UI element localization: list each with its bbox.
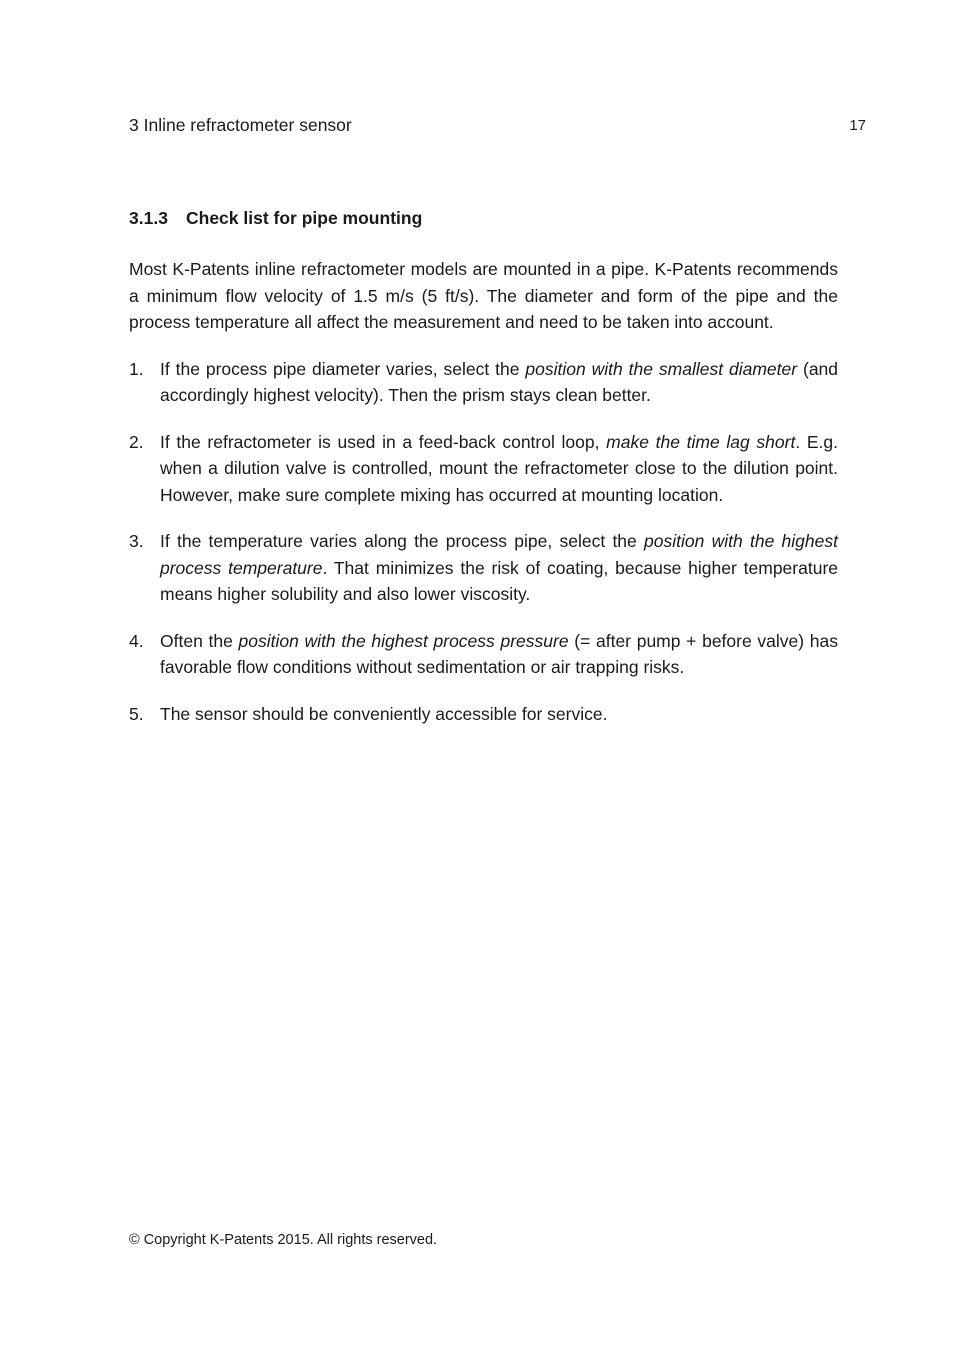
list-marker: 4.	[129, 630, 144, 651]
item-emphasis: position with the smallest diameter	[525, 358, 798, 379]
item-text: If the temperature varies along the process pipe, select the	[160, 531, 645, 551]
list-item	[129, 701, 838, 728]
item-text: . E.g. when a dilution valve is controlled, mount the refractometer close to the dilution point. However, make sure complete mixing has occurred at mounting location.	[160, 431, 838, 505]
section-number: 3.1.3	[129, 208, 168, 228]
item-text: (and accordingly highest velocity). Then the prism stays clean better.	[160, 358, 839, 405]
section-heading	[129, 208, 422, 229]
item-emphasis: position with the highest process temperature	[160, 531, 838, 578]
item-text: If the refractometer is used in a feed-back control loop,	[160, 431, 607, 452]
item-text: . That minimizes the risk of coating, because higher temperature means higher solubility and also lower viscosity.	[160, 557, 839, 604]
item-emphasis: make the time lag short	[606, 431, 796, 452]
intro-paragraph: Most K-Patents inline refractometer models are mounted in a pipe. K-Patents recommends a minimum flow velocity of 1.5 m/s (5 ft/s). The diameter and form of the pipe and the process temperature all affect the measurement and need to be taken into account.	[129, 259, 838, 332]
list-item	[129, 356, 838, 409]
page-number: 17	[849, 117, 866, 134]
copyright-footer: © Copyright K-Patents 2015. All rights reserved.	[129, 1232, 438, 1248]
mounting-checklist	[129, 356, 838, 728]
list-item	[129, 628, 838, 681]
list-marker: 5.	[129, 703, 144, 724]
list-item	[129, 429, 838, 509]
item-text: If the process pipe diameter varies, select the	[160, 358, 526, 379]
item-emphasis: position with the highest process pressure	[238, 630, 569, 651]
running-header	[129, 115, 866, 139]
body-content	[129, 256, 838, 747]
list-marker: 2.	[129, 431, 144, 452]
item-text: (= after pump + before valve) has favorable flow conditions without sedimentation or air trapping risks.	[160, 630, 838, 677]
item-text: The sensor should be conveniently accessible for service.	[160, 703, 608, 724]
section-title: Check list for pipe mounting	[186, 208, 423, 228]
list-marker: 3.	[129, 531, 144, 551]
list-item	[129, 528, 838, 608]
list-marker: 1.	[129, 358, 144, 379]
chapter-title: 3 Inline refractometer sensor	[129, 115, 352, 135]
item-text: Often the	[160, 630, 239, 651]
